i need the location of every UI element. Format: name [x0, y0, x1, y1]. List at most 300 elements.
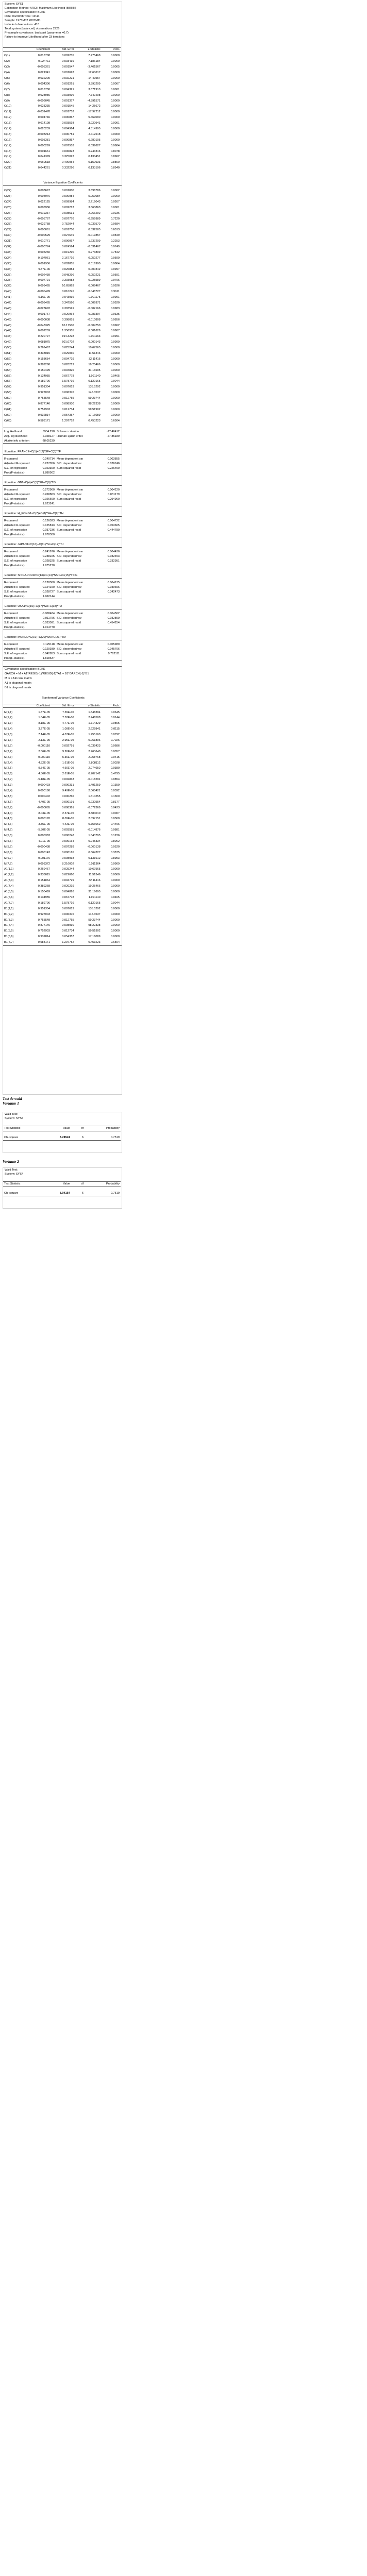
stat-value: 1.923241	[42, 502, 55, 505]
table-cell: -5.16E-05	[37, 296, 51, 299]
table-cell: 0.1300	[110, 794, 120, 798]
table-cell: 5.36E-05	[62, 755, 74, 759]
table-row	[3, 373, 121, 379]
table-row	[3, 272, 121, 278]
table-cell: 0.001000	[62, 189, 74, 193]
table-cell: 7.475468	[88, 54, 101, 58]
table-cell: 0.006067	[62, 240, 74, 243]
table-cell: 0.0001	[110, 122, 120, 125]
row-label: C(53)	[4, 363, 11, 366]
row-label: C(58)	[4, 391, 11, 395]
table-cell: 59.51902	[88, 408, 101, 411]
stat-value: 0.237056	[42, 462, 55, 465]
table-cell: -0.019857	[87, 234, 101, 238]
row-label: C(12)	[4, 116, 11, 120]
stat-row	[3, 585, 121, 589]
table-cell: 0.9881	[110, 828, 120, 832]
table-cell: 0.120165	[88, 380, 101, 383]
row-label: M(7,7)	[4, 862, 13, 866]
table-row	[3, 872, 121, 878]
stat-label: Adjusted R-squared	[4, 462, 30, 465]
table-cell: -2.13E-05	[37, 739, 51, 742]
table-cell: 0.008930	[62, 402, 74, 405]
stat-label: S.E. of regression	[4, 652, 27, 655]
table-cell: 0.150499	[38, 890, 51, 894]
table-row	[3, 300, 121, 306]
table-cell: 135.5292	[88, 385, 101, 389]
table-cell: 0.000331	[62, 784, 74, 787]
table-cell: 0.001163	[88, 335, 101, 338]
stat-value: 1.914770	[42, 625, 55, 629]
table-cell: 0.189706	[38, 380, 51, 383]
table-cell: -3.461567	[87, 65, 101, 69]
table-row	[3, 59, 121, 64]
table-cell: 0.0392	[110, 789, 120, 793]
table-row	[3, 362, 121, 367]
table-cell: 0.050277	[88, 256, 101, 260]
row-label: M(1,2)	[4, 716, 13, 720]
wald-1-value: 3.74541	[59, 1136, 70, 1139]
table-cell: 8.216002	[62, 862, 74, 866]
table-cell: 0.120165	[88, 901, 101, 905]
row-label: B1(2,2)	[4, 912, 14, 916]
table-row	[3, 154, 121, 160]
row-label: C(33)	[4, 250, 11, 254]
equation-stats	[3, 549, 121, 568]
row-label: C(6)	[4, 82, 10, 86]
table-cell: 0.0007	[110, 811, 120, 815]
table-cell: 0.588171	[38, 941, 51, 944]
equation-title: Equation: FRANCE=C(1)+C(2)*SF+C(3)*TF	[5, 450, 61, 454]
stat-label: Sum squared resid	[57, 590, 81, 594]
row-label: C(44)	[4, 312, 11, 316]
table-cell: 0.025244	[62, 346, 74, 350]
table-cell: -0.014876	[87, 828, 101, 832]
row-label: C(5)	[4, 77, 10, 80]
wald-test-2-window[interactable]	[3, 1167, 122, 1209]
table-row	[3, 64, 121, 70]
table-cell: 0.0057	[110, 750, 120, 753]
table-cell: 4.52E-05	[38, 761, 51, 765]
table-cell: 0.081075	[38, 341, 51, 344]
table-cell: 0.0000	[110, 402, 120, 405]
system-output-window[interactable]	[3, 2, 122, 1095]
row-label: C(23)	[4, 195, 11, 198]
table-cell: 0.389268	[38, 363, 51, 366]
table-cell: 0.932814	[38, 413, 51, 417]
table-row	[3, 928, 121, 934]
table-row	[3, 148, 121, 154]
stat-row	[3, 492, 121, 497]
stat-value	[94, 656, 121, 660]
row-label: C(52)	[4, 357, 11, 361]
table-row	[3, 917, 121, 923]
table-cell: 0.7026	[110, 739, 120, 742]
wald-1-table	[3, 1126, 121, 1145]
table-cell: 0.007553	[62, 144, 74, 147]
table-cell: -0.005767	[37, 217, 51, 221]
table-row	[3, 889, 121, 895]
table-row	[3, 412, 121, 418]
table-cell: 4.43E-05	[62, 823, 74, 826]
table-cell: 2.058768	[88, 755, 101, 759]
table-cell: 0.0360	[110, 817, 120, 821]
stat-label: Adjusted R-squared	[4, 523, 30, 527]
table-cell: 0.000248	[62, 834, 74, 838]
stat-row	[3, 558, 121, 563]
table-cell: 0.0236	[110, 211, 120, 215]
table-row	[3, 317, 121, 323]
column-header	[3, 704, 26, 708]
wald-2-table	[3, 1181, 121, 1201]
column-header	[3, 48, 26, 52]
table-cell: -0.039423	[87, 744, 101, 748]
stat-value	[94, 625, 121, 630]
table-row	[3, 384, 121, 390]
stat-value: 1.975270	[42, 564, 55, 567]
wald-1-h-stat: Test Statistic	[3, 1126, 45, 1131]
table-cell: 0.269467	[38, 868, 51, 871]
table-cell: 0.588171	[38, 419, 51, 422]
table-cell: 0.004729	[62, 879, 74, 883]
stat-value	[94, 563, 121, 568]
equation-title: Equation: H_KONG1=C(7)+C(8)*SH+C(9)*TH	[5, 512, 63, 516]
equation-stats	[3, 580, 121, 599]
stat-label: Prob(F-statistic)	[4, 595, 25, 598]
table-cell: 1.84E-05	[38, 716, 51, 720]
column-header: Std. Error	[51, 704, 75, 708]
row-label: C(55)	[4, 374, 11, 378]
stat-label	[56, 438, 94, 443]
table-cell: 0.0865	[110, 722, 120, 725]
stat-value: 1.978300	[42, 533, 55, 536]
table-cell: -17.97212	[87, 110, 101, 114]
stat-label: Log likelihood	[4, 430, 22, 433]
table-cell: 0.189706	[38, 901, 51, 905]
stat-value: 5934.298	[42, 430, 55, 433]
table-cell: 0.016730	[38, 88, 51, 91]
table-cell: 0.0000	[110, 885, 120, 888]
table-cell: 0.4496	[110, 823, 120, 826]
table-cell: 0.308051	[62, 318, 74, 321]
column-header: Std. Error	[51, 48, 75, 52]
row-label: C(47)	[4, 329, 11, 333]
table-cell: 0.400054	[62, 161, 74, 164]
table-row	[3, 160, 121, 165]
stat-label: S.E. of regression	[4, 497, 27, 501]
table-cell: -0.005361	[37, 65, 51, 69]
table-cell: 0.9962	[110, 324, 120, 327]
table-cell: 0.752044	[62, 223, 74, 226]
table-cell: 6.280105	[88, 138, 101, 142]
table-row	[3, 210, 121, 216]
row-label: C(29)	[4, 228, 11, 232]
table-cell: 1.514255	[88, 794, 101, 798]
table-cell: 0.054357	[62, 935, 74, 939]
table-row	[3, 418, 121, 423]
table-cell: 0.004826	[62, 368, 74, 372]
table-row	[3, 390, 121, 396]
table-cell: 2.808112	[88, 761, 101, 765]
stat-label: R-squared	[4, 581, 18, 584]
table-cell: 0.025589	[88, 279, 101, 282]
table-cell: 0.0000	[110, 77, 120, 80]
table-row	[3, 109, 121, 115]
stat-row	[3, 438, 121, 443]
stat-value: 0.045706	[107, 647, 120, 651]
table-cell: 2.266292	[88, 211, 101, 215]
row-label: M(4,4)	[4, 811, 13, 815]
table-cell: 1.755160	[88, 733, 101, 737]
table-cell: 0.0000	[110, 397, 120, 400]
row-label: M(5,5)	[4, 834, 13, 838]
row-label: C(49)	[4, 341, 11, 344]
table-cell: 11.51346	[88, 873, 101, 877]
table-cell: 3.696786	[88, 189, 101, 193]
wald-1-df: 6	[81, 1136, 84, 1139]
table-cell: 145.3537	[88, 912, 101, 916]
table-cell: 0.9983	[110, 307, 120, 310]
table-cell: 0.020239	[38, 127, 51, 131]
stat-value	[94, 501, 121, 506]
table-cell: 0.012734	[62, 408, 74, 411]
table-cell: -0.003213	[37, 132, 51, 136]
table-cell: 1.356955	[62, 329, 74, 333]
stat-row	[3, 594, 121, 599]
stat-row	[3, 554, 121, 558]
stat-value: 0.226450	[107, 466, 120, 470]
stat-label: S.D. dependent var	[57, 493, 82, 496]
table-cell: 0.000857	[62, 138, 74, 142]
table-cell: 0.006376	[62, 912, 74, 916]
equation-title: Equation: SINGAPOUR=C(13)+C(14)*SSIG+C(15)*TSIG	[5, 574, 78, 578]
table-cell: 0.9920	[110, 301, 120, 304]
row-label: B1(1,1)	[4, 907, 14, 910]
wald-2-h-stat: Test Statistic	[3, 1182, 45, 1187]
table-cell: 1.991140	[88, 895, 101, 899]
table-cell: -0.083397	[87, 312, 101, 316]
stat-row	[3, 456, 121, 461]
table-cell: 0.054357	[62, 413, 74, 417]
stat-value: -0.008484	[41, 612, 55, 615]
table-cell: 0.020219	[62, 885, 74, 888]
row-label: C(1)	[4, 54, 10, 58]
table-cell: 3.27E-05	[38, 727, 51, 731]
stat-label: S.D. dependent var	[57, 554, 82, 558]
table-cell: -0.002166	[87, 307, 101, 310]
stat-value: 0.032899	[107, 616, 120, 620]
table-cell: 0.389268	[38, 885, 51, 888]
table-cell: 0.002209	[38, 329, 51, 333]
table-cell: 5.059084	[88, 195, 101, 198]
wald-2-df: 6	[81, 1192, 84, 1195]
stat-value: 0.268863	[42, 493, 55, 496]
stat-label: R-squared	[4, 612, 18, 615]
table-cell: 0.005381	[38, 138, 51, 142]
stat-row	[3, 563, 121, 568]
table-cell: 0.153654	[38, 357, 51, 361]
row-label: C(7)	[4, 88, 10, 91]
table-row	[3, 283, 121, 289]
table-cell: 0.007019	[62, 907, 74, 910]
stat-value: 0.028325	[42, 559, 55, 563]
row-label: B1(4,4)	[4, 924, 14, 927]
table-cell: 0.019337	[38, 211, 51, 215]
table-cell: 0.0000	[110, 890, 120, 894]
row-label: C(15)	[4, 132, 11, 136]
equation-stats	[3, 611, 121, 630]
stat-label: Sum squared resid	[57, 559, 81, 563]
table-cell: 0.0007	[110, 82, 120, 86]
column-header: z-Statistic	[75, 48, 102, 52]
table-cell: 0.269467	[38, 346, 51, 350]
row-label: M(1,1)	[4, 710, 13, 714]
table-row	[3, 861, 121, 867]
table-cell: -0.018291	[87, 778, 101, 782]
table-row	[3, 799, 121, 805]
table-cell: 1.543795	[88, 834, 101, 838]
table-cell: 0.0000	[110, 873, 120, 877]
table-cell: 0.0001	[110, 206, 120, 209]
table-cell: 0.001261	[62, 82, 74, 86]
table-cell: 0.019290	[62, 250, 74, 254]
table-cell: 0.230554	[88, 800, 101, 804]
table-cell: 0.004746	[38, 116, 51, 120]
table-cell: 0.9684	[110, 144, 120, 147]
table-cell: 0.000143	[38, 851, 51, 854]
table-cell: 0.009984	[62, 200, 74, 204]
table-cell: 0.0645	[110, 710, 120, 714]
table-cell: 0.0000	[110, 879, 120, 883]
table-cell: -5.18E-05	[37, 778, 51, 782]
wald-1-prob: 0.7519	[110, 1136, 120, 1139]
table-cell: 0.011364	[88, 862, 101, 866]
stat-value: 0.037236	[42, 528, 55, 532]
column-header: Coefficient	[26, 48, 51, 52]
table-cell: 0.000781	[62, 132, 74, 136]
table-cell: 0.004964	[62, 127, 74, 131]
stat-label: S.D. dependent var	[57, 523, 82, 527]
row-label: M(1,3)	[4, 722, 13, 725]
table-cell: 0.532585	[88, 228, 101, 232]
equation-title: Equation: JAPAN1=C(10)+C(11)*SJ+C(12)*TJ	[5, 543, 64, 547]
stat-label: Adjusted R-squared	[4, 493, 30, 496]
stat-label: Adjusted R-squared	[4, 554, 30, 558]
table-cell: 0.0000	[110, 868, 120, 871]
row-label: A1(6,6)	[4, 895, 14, 899]
table-cell: 0.333015	[38, 351, 51, 355]
row-label: B1(5,5)	[4, 929, 14, 933]
stat-label: Prob(F-statistic)	[4, 533, 25, 536]
table-cell: 0.029060	[62, 873, 74, 877]
table-cell: -0.048727	[87, 290, 101, 294]
row-label: M(3,7)	[4, 806, 13, 809]
table-row	[3, 833, 121, 839]
table-row	[3, 126, 121, 132]
stat-label: S.D. dependent var	[57, 647, 82, 651]
table-cell: -4.391571	[87, 99, 101, 103]
table-cell: -0.959989	[87, 217, 101, 221]
table-cell: 0.0001	[110, 88, 120, 91]
row-label: C(40)	[4, 290, 11, 294]
table-row	[3, 726, 121, 732]
stat-label: Sum squared resid	[57, 621, 81, 624]
table-row	[3, 940, 121, 945]
table-row	[3, 216, 121, 222]
stat-value: 0.033091	[42, 621, 55, 624]
table-cell: 0.003439	[62, 60, 74, 63]
table-row	[3, 816, 121, 822]
table-row	[3, 934, 121, 940]
table-cell: 0.048296	[62, 273, 74, 277]
table-row	[3, 239, 121, 244]
row-label: C(30)	[4, 234, 11, 238]
table-row	[3, 345, 121, 351]
table-cell: 0.000383	[38, 834, 51, 838]
table-cell: 1.297752	[62, 941, 74, 944]
stat-label	[56, 470, 94, 475]
stat-label	[56, 501, 94, 506]
stat-label: Sum squared resid	[57, 466, 81, 470]
table-header-row	[3, 704, 121, 708]
table-cell: 9.49E-05	[62, 789, 74, 793]
table-cell: 0.8062	[110, 840, 120, 843]
table-cell: 0.000191	[62, 800, 74, 804]
table-cell: 0.0000	[110, 138, 120, 142]
row-label: C(38)	[4, 279, 11, 282]
table-cell: 0.453223	[88, 941, 101, 944]
table-cell: 0.134955	[38, 374, 51, 378]
table-cell: -14.49557	[87, 77, 101, 80]
row-label: A1(4,4)	[4, 885, 14, 888]
row-label: C(62)	[4, 413, 11, 417]
table-cell: 0.000170	[38, 817, 51, 821]
row-label: M(4,6)	[4, 823, 13, 826]
wald-test-1-window[interactable]	[3, 1112, 122, 1153]
table-cell: -0.000774	[37, 245, 51, 249]
table-cell: 32.11416	[88, 879, 101, 883]
table-cell: 0.0380	[110, 767, 120, 770]
covariance-spec-line: A1 is diagonal matrix	[5, 682, 31, 685]
table-cell: 0.8177	[110, 800, 120, 804]
table-cell: 0.0005	[110, 65, 120, 69]
table-cell: 0.8953	[110, 856, 120, 860]
table-row	[3, 115, 121, 121]
table-cell: 0.025244	[62, 868, 74, 871]
table-row	[3, 351, 121, 357]
table-row	[3, 396, 121, 401]
table-cell: 0.024711	[38, 60, 51, 63]
table-cell: 0.003096	[62, 93, 74, 97]
table-row	[3, 766, 121, 771]
table-cell: 0.067778	[62, 374, 74, 378]
table-row	[3, 900, 121, 906]
table-cell: 0.150499	[38, 368, 51, 372]
row-label: C(13)	[4, 122, 11, 125]
row-label: B1(6,6)	[4, 935, 14, 939]
table-cell: 0.012734	[62, 929, 74, 933]
table-cell: 0.067778	[62, 895, 74, 899]
table-cell: 0.245334	[88, 840, 101, 843]
table-cell: 0.9686	[110, 744, 120, 748]
stat-value: 0.031179	[108, 493, 120, 496]
table-row	[3, 165, 121, 171]
table-row	[3, 205, 121, 210]
table-row	[3, 255, 121, 261]
estimation-info-line: Presample covariance: backcast (parameter =0.7)	[5, 31, 69, 35]
table-row	[3, 793, 121, 799]
table-row	[3, 783, 121, 788]
